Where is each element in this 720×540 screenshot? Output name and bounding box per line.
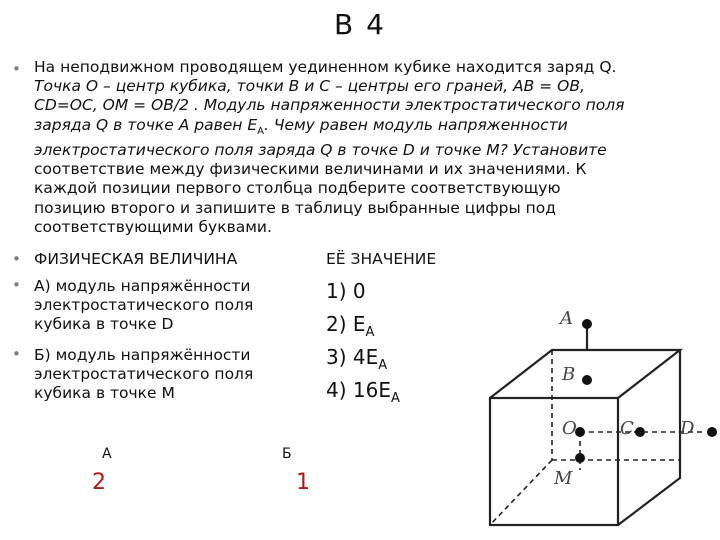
problem-line: соответствие между физическими величинами и их значениями. К bbox=[34, 160, 587, 179]
cube-figure bbox=[470, 300, 720, 540]
label-d: D bbox=[680, 418, 695, 439]
problem-line: заряда Q в точке A равен $E_A$. Чему равен модуль напряженности bbox=[34, 115, 568, 137]
bullet-icon: • bbox=[12, 250, 21, 268]
problem-line: На неподвижном проводящем уединенном кубике находится заряд Q. bbox=[34, 58, 617, 76]
label-b: B bbox=[562, 364, 576, 385]
point-c bbox=[635, 427, 645, 437]
option-3: 3) $4E_A$ bbox=[326, 345, 388, 373]
label-c: C bbox=[620, 418, 634, 439]
cube-edge bbox=[490, 460, 552, 525]
slide-title: В 4 bbox=[334, 8, 386, 41]
cube-top-face bbox=[490, 350, 680, 398]
answer-value-b: 1 bbox=[296, 470, 310, 495]
point-d bbox=[707, 427, 717, 437]
problem-line: электростатического поля заряда Q в точке D и точке M? Установите bbox=[34, 140, 607, 159]
problem-line: каждой позиции первого столбца подберите соответствующую bbox=[34, 179, 561, 198]
item-a: А) модуль напряжённости электростатического поля кубика в точке D bbox=[34, 277, 254, 334]
problem-line: CD=OC, OM = OB/2 . Модуль напряженности электростатического поля bbox=[34, 96, 625, 115]
problem-line: соответствующими буквами. bbox=[34, 217, 272, 236]
option-2: 2) $E_A$ bbox=[326, 312, 375, 340]
option-1: 1) 0 bbox=[326, 279, 366, 303]
bullet-icon: • bbox=[12, 60, 21, 78]
point-a bbox=[582, 319, 592, 329]
column-header-value: ЕЁ ЗНАЧЕНИЕ bbox=[326, 250, 437, 268]
point-b bbox=[582, 375, 592, 385]
label-m: M bbox=[554, 468, 573, 489]
bullet-icon: • bbox=[12, 345, 21, 363]
problem-text bbox=[34, 58, 714, 237]
problem-line: позицию второго и запишите в таблицу выбранные цифры под bbox=[34, 198, 556, 217]
item-b: Б) модуль напряжённости электростатического поля кубика в точке M bbox=[34, 346, 254, 403]
label-o: O bbox=[562, 418, 577, 439]
answer-header-a: А bbox=[102, 446, 112, 462]
problem-line: Точка O – центр кубика, точки B и C – центры его граней, AB = OB, bbox=[34, 77, 585, 96]
answer-value-a: 2 bbox=[92, 470, 106, 495]
bullet-icon: • bbox=[12, 276, 21, 294]
option-4: 4) $16E_A$ bbox=[326, 378, 400, 406]
point-m bbox=[575, 453, 585, 463]
label-a: A bbox=[560, 308, 573, 329]
column-header-quantity: ФИЗИЧЕСКАЯ ВЕЛИЧИНА bbox=[34, 250, 238, 268]
answer-header-b: Б bbox=[282, 446, 292, 462]
cube-front-face bbox=[490, 398, 618, 525]
